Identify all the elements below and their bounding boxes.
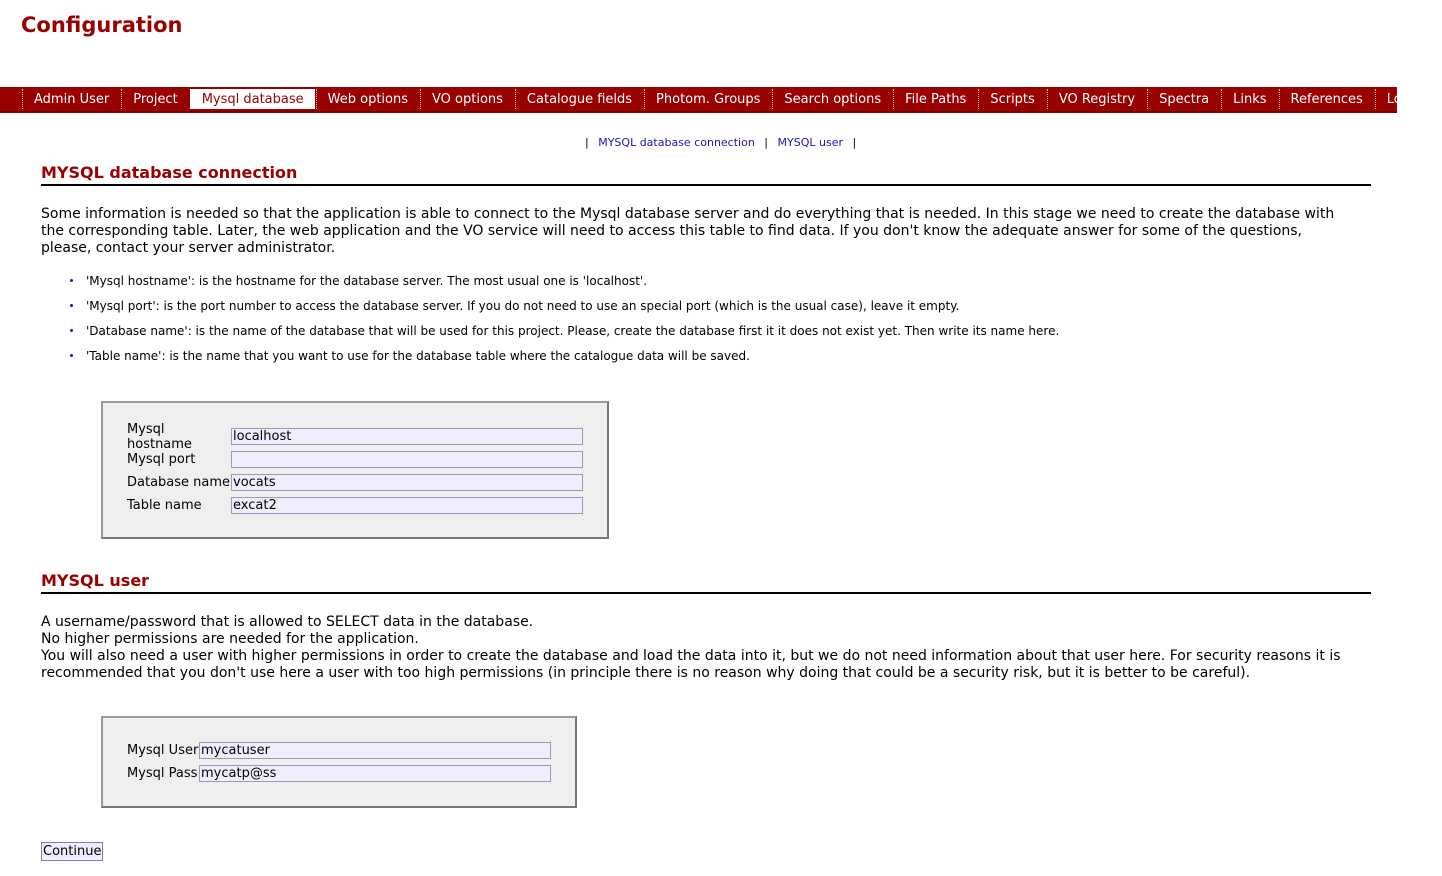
nav-vo-registry[interactable]: VO Registry (1047, 89, 1146, 109)
user-description (41, 614, 1351, 682)
mysql-user-input[interactable] (199, 742, 551, 759)
subnav-link-connection[interactable]: MYSQL database connection (598, 136, 755, 149)
mysql-user-label: Mysql User (127, 743, 199, 758)
table-name-label: Table name (127, 498, 202, 513)
mysql-pass-input[interactable] (199, 765, 551, 782)
top-navigation (0, 87, 1432, 113)
connection-form (101, 401, 609, 539)
nav-scripts[interactable]: Scripts (978, 89, 1045, 109)
page-title: Configuration (21, 13, 183, 37)
mysql-pass-label: Mysql Pass (127, 766, 198, 781)
section-heading-connection: MYSQL database connection (41, 163, 1371, 186)
nav-spectra[interactable]: Spectra (1147, 89, 1220, 109)
nav-file-paths[interactable]: File Paths (893, 89, 977, 109)
nav-links[interactable]: Links (1221, 89, 1277, 109)
nav-search-options[interactable]: Search options (772, 89, 892, 109)
nav-web-options[interactable]: Web options (316, 89, 419, 109)
user-form (101, 716, 577, 808)
user-text-line: A username/password that is allowed to SELECT data in the database. (41, 614, 534, 630)
user-text-line: No higher permissions are needed for the application. (41, 631, 419, 647)
hostname-label: Mysql hostname (127, 421, 192, 452)
subnav-link-user[interactable]: MYSQL user (777, 136, 843, 149)
hostname-input[interactable] (231, 428, 583, 445)
connection-help-list (41, 272, 1059, 372)
nav-admin-user[interactable]: Admin User (22, 89, 120, 109)
nav-references[interactable]: References (1279, 89, 1374, 109)
section-heading-user: MYSQL user (41, 571, 1371, 594)
subnav-separator: | (852, 136, 857, 149)
subnav-separator: | (764, 136, 769, 149)
list-item: 'Mysql port': is the port number to access the database server. If you do not need to use an special port (which is the usual case), leave it empty. (41, 297, 1059, 322)
nav-photom-groups[interactable]: Photom. Groups (644, 89, 771, 109)
dbname-label: Database name (127, 475, 231, 490)
list-item: 'Mysql hostname': is the hostname for the database server. The most usual one is 'localhost'. (41, 272, 1059, 297)
connection-intro: Some information is needed so that the application is able to connect to the Mysql database server and do everything that is needed. In this stage we need to create the database with the corresponding table. Later, the web application and the VO service will need to access this table to find data. If you don't know the adequate answer for some of the questions, please, contact your server administrator. (41, 206, 1335, 256)
nav-catalogue-fields[interactable]: Catalogue fields (515, 89, 643, 109)
nav-project[interactable]: Project (121, 89, 188, 109)
user-text-line: You will also need a user with higher permissions in order to create the database and load the data into it, but we do not need information about that user here. For security reasons it is recommended that you don't use here a user with too high permissions (in principle there is no reason why doing that could be a security risk, but it is better to be careful). (41, 648, 1341, 681)
port-input[interactable] (231, 451, 583, 468)
table-name-input[interactable] (231, 497, 583, 514)
section-subnav (585, 136, 856, 149)
nav-mysql-database[interactable]: Mysql database (190, 89, 315, 109)
subnav-separator: | (585, 136, 589, 149)
list-item: 'Database name': is the name of the database that will be used for this project. Please, create the database first it it does not exist yet. Then write its name here. (41, 322, 1059, 347)
list-item: 'Table name': is the name that you want to use for the database table where the catalogue data will be saved. (41, 347, 1059, 372)
nav-vo-options[interactable]: VO options (420, 89, 514, 109)
port-label: Mysql port (127, 452, 196, 467)
dbname-input[interactable] (231, 474, 583, 491)
continue-button[interactable]: Continue (43, 844, 102, 859)
nav-logout[interactable]: Logout (1375, 89, 1442, 109)
